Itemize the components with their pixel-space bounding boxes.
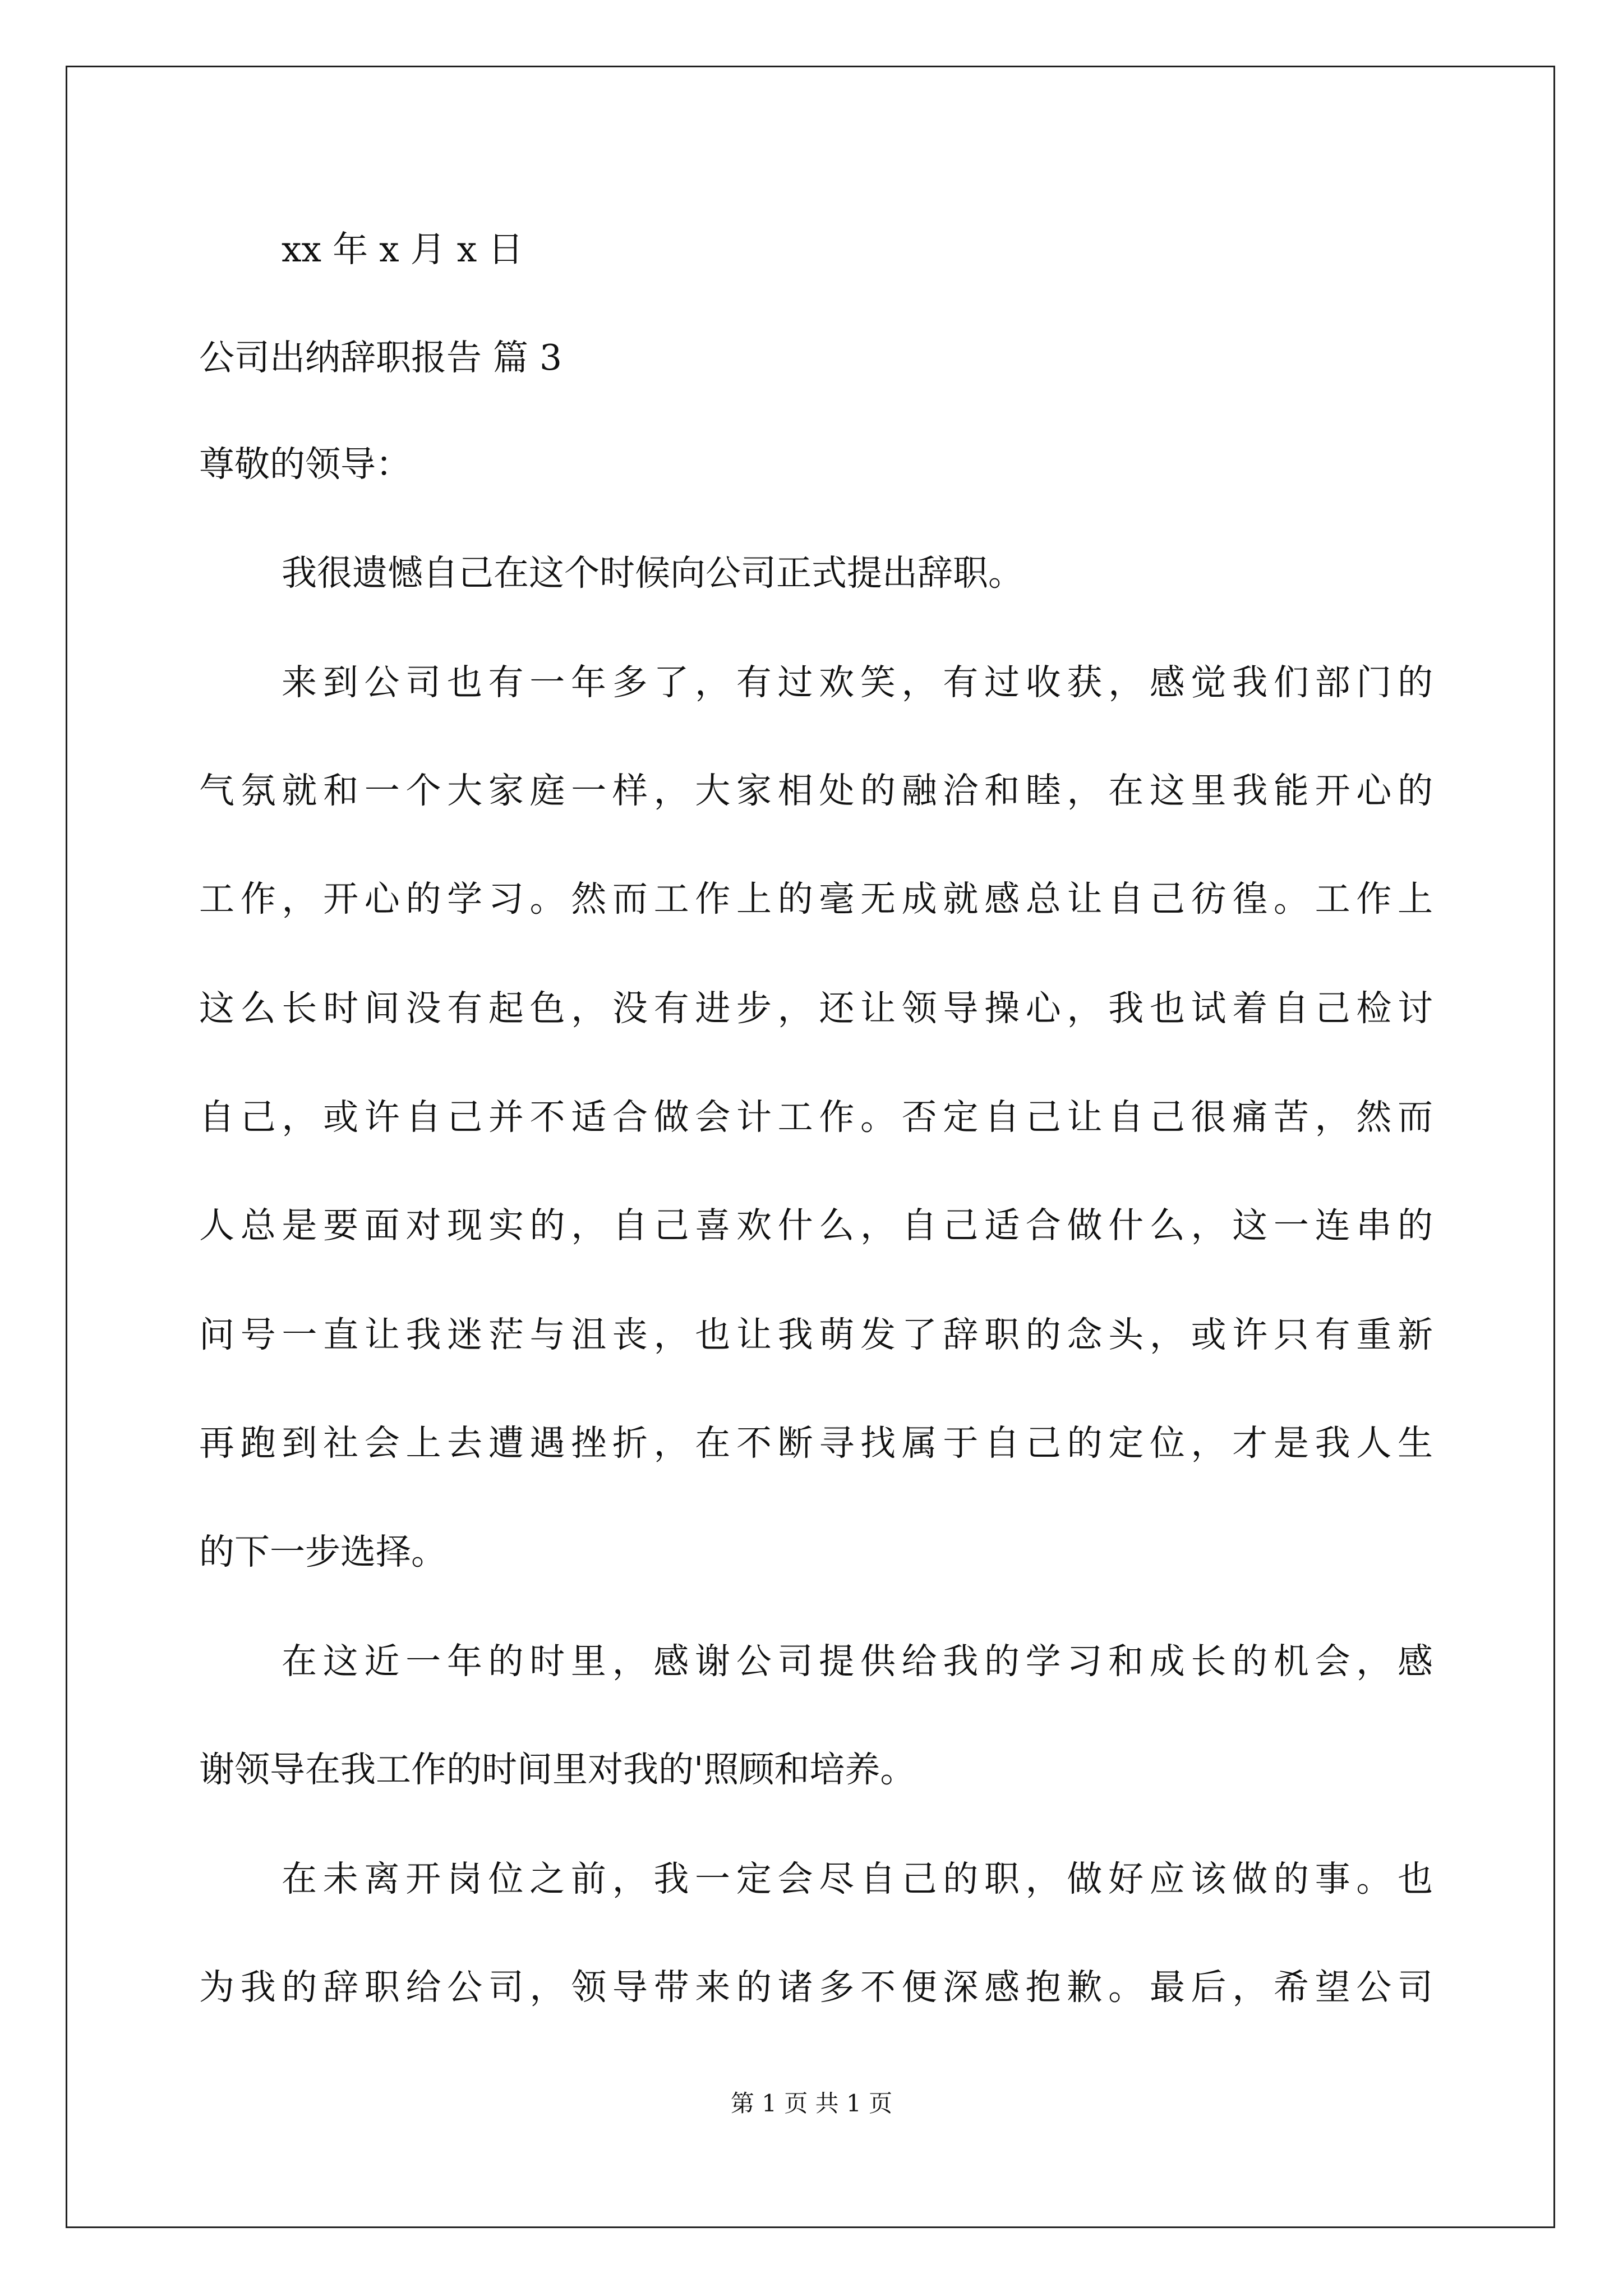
section-title: 公司出纳辞职报告 篇 3 [199, 337, 562, 378]
paragraph-2-line-1: 来到公司也有一年多了，有过欢笑，有过收获，感觉我们部门的 [282, 662, 1433, 703]
paragraph-2-line-7: 问号一直让我迷茫与沮丧，也让我萌发了辞职的念头，或许只有重新 [199, 1314, 1433, 1355]
salutation: 尊敬的领导： [199, 444, 411, 485]
paragraph-2-line-6: 人总是要面对现实的，自己喜欢什么，自己适合做什么，这一连串的 [199, 1205, 1433, 1246]
paragraph-3-line-2: 谢领导在我工作的时间里对我的'照顾和培养。 [199, 1749, 916, 1790]
paragraph-4-line-1: 在未离开岗位之前，我一定会尽自己的职，做好应该做的事。也 [282, 1858, 1433, 1899]
paragraph-2-line-9: 的下一步选择。 [199, 1531, 446, 1572]
paragraph-2-line-3: 工作，开心的学习。然而工作上的毫无成就感总让自己彷徨。工作上 [199, 878, 1433, 919]
paragraph-2-line-2: 气氛就和一个大家庭一样，大家相处的融洽和睦，在这里我能开心的 [199, 770, 1433, 811]
paragraph-3-line-1: 在这近一年的时里，感谢公司提供给我的学习和成长的机会，感 [282, 1641, 1433, 1682]
page-number-footer: 第 1 页 共 1 页 [730, 2090, 893, 2117]
paragraph-2-line-8: 再跑到社会上去遭遇挫折，在不断寻找属于自己的定位，才是我人生 [199, 1423, 1433, 1464]
paragraph-1-line-1: 我很遗憾自己在这个时候向公司正式提出辞职。 [282, 553, 1023, 593]
paragraph-4-line-2: 为我的辞职给公司，领导带来的诸多不便深感抱歉。最后，希望公司 [199, 1967, 1433, 2008]
page-border [66, 66, 1555, 2228]
date-line: xx 年 x 月 x 日 [282, 229, 524, 270]
paragraph-2-line-5: 自己，或许自己并不适合做会计工作。否定自己让自己很痛苦，然而 [199, 1097, 1433, 1138]
paragraph-2-line-4: 这么长时间没有起色，没有进步，还让领导操心，我也试着自己检讨 [199, 988, 1433, 1029]
